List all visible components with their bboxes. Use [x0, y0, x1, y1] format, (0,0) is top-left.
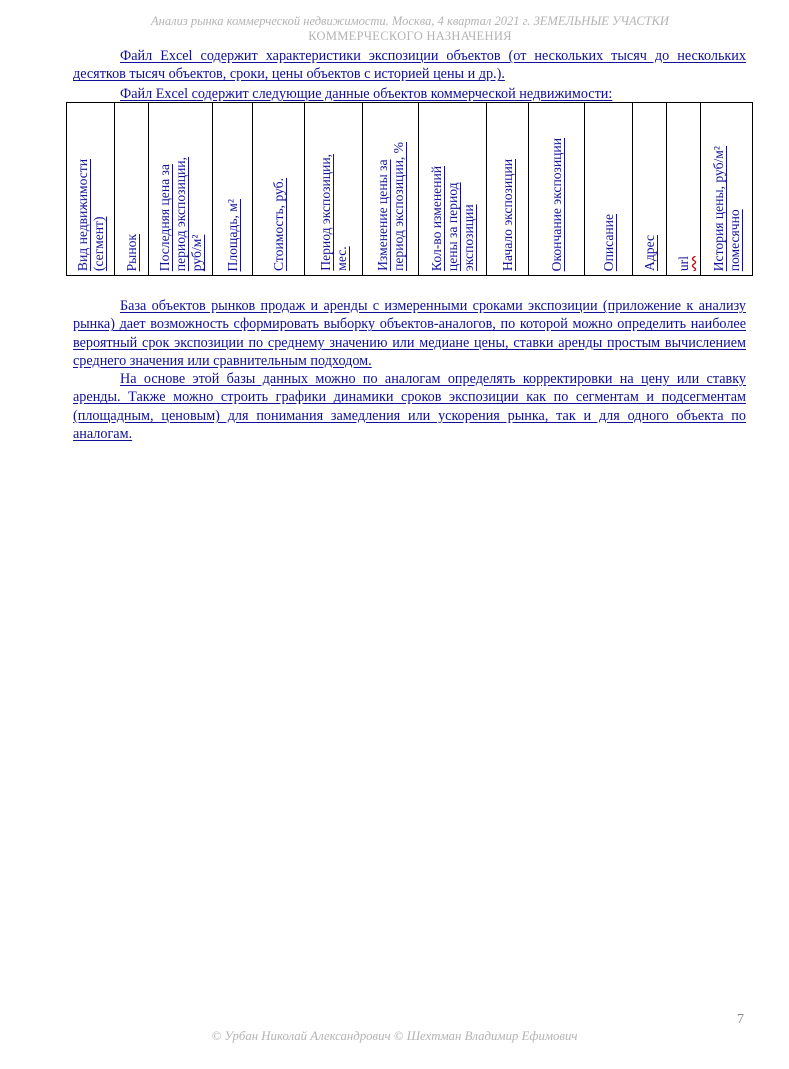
- table-cell: [149, 103, 213, 276]
- column-header: Стоимость, руб.: [270, 178, 286, 271]
- page-footer: © Урбан Николай Александрович © Шехтман Владимир Ефимович: [211, 1029, 578, 1043]
- column-header: История цены, руб/м² помесячно: [710, 145, 742, 271]
- table-cell: [585, 103, 633, 276]
- table-cell: [487, 103, 529, 276]
- column-header: Период экспозиции, мес.: [317, 154, 349, 271]
- column-header: Вид недвижимости (сегмент): [74, 158, 106, 271]
- column-header: Кол-во изменений цены за период экспозиции: [428, 165, 476, 271]
- paragraph-excel-data-intro: [73, 85, 746, 103]
- table-cell: [419, 103, 487, 276]
- paragraph-text: База объектов рынков продаж и аренды с измеренными сроками экспозиции (приложение к анализу рынка) дает возможность сформировать выборку объектов-аналогов, по которой можно определить наиболее вероятный срок экспозиции по среднему значению или медиане цены, ставки аренды простым вычислением среднего значения или сравнительным подходом.: [73, 298, 746, 370]
- column-header: url: [675, 255, 691, 271]
- table-cell: [701, 103, 753, 276]
- column-header: Рынок: [123, 233, 139, 271]
- header-line-2: КОММЕРЧЕСКОГО НАЗНАЧЕНИЯ: [308, 29, 512, 43]
- paragraph-text: Файл Excel содержит характеристики экспозиции объектов (от нескольких тысяч до нескольких десятков тысяч объектов, сроки, цены объектов с историей цены и др.).: [73, 48, 746, 83]
- column-header: Окончание экспозиции: [548, 137, 564, 271]
- table-cell: [363, 103, 419, 276]
- table-cell: [633, 103, 667, 276]
- paragraph-text: На основе этой базы данных можно по аналогам определять корректировки на цену или ставку аренды. Также можно строить графики динамики сроков экспозиции как по сегментам и подсегментам (площадным, ценовым) для понимания замедления или ускорения рынка, так и для одного объекта по аналогам.: [73, 371, 746, 443]
- table-cell: [213, 103, 253, 276]
- paragraph-text: Файл Excel содержит следующие данные объектов коммерческой недвижимости:: [120, 86, 613, 102]
- column-header: Адрес: [641, 235, 657, 271]
- table-cell: [667, 103, 701, 276]
- table-cell: [305, 103, 363, 276]
- column-header: Изменение цены за период экспозиции, %: [374, 142, 406, 271]
- table-cell: [67, 103, 115, 276]
- table-cell: [529, 103, 585, 276]
- paragraph-database-description: [73, 297, 746, 371]
- paragraph-database-usage: [73, 370, 746, 444]
- column-header: Площадь, м²: [224, 198, 240, 271]
- table-cell: [253, 103, 305, 276]
- table-cell: [115, 103, 149, 276]
- header-line-1: Анализ рынка коммерческой недвижимости. Москва, 4 квартал 2021 г. ЗЕМЕЛЬНЫЕ УЧАСТКИ: [151, 14, 669, 28]
- table-header-row: [67, 103, 753, 276]
- paragraph-excel-characteristics: [73, 47, 746, 84]
- page-header: [90, 14, 730, 44]
- data-columns-table: [66, 102, 753, 276]
- page-number: 7: [737, 1012, 744, 1027]
- column-header: Описание: [600, 213, 616, 271]
- column-header: Начало экспозиции: [499, 159, 515, 271]
- column-header: Последняя цена за период экспозиции, руб/м²: [156, 156, 204, 271]
